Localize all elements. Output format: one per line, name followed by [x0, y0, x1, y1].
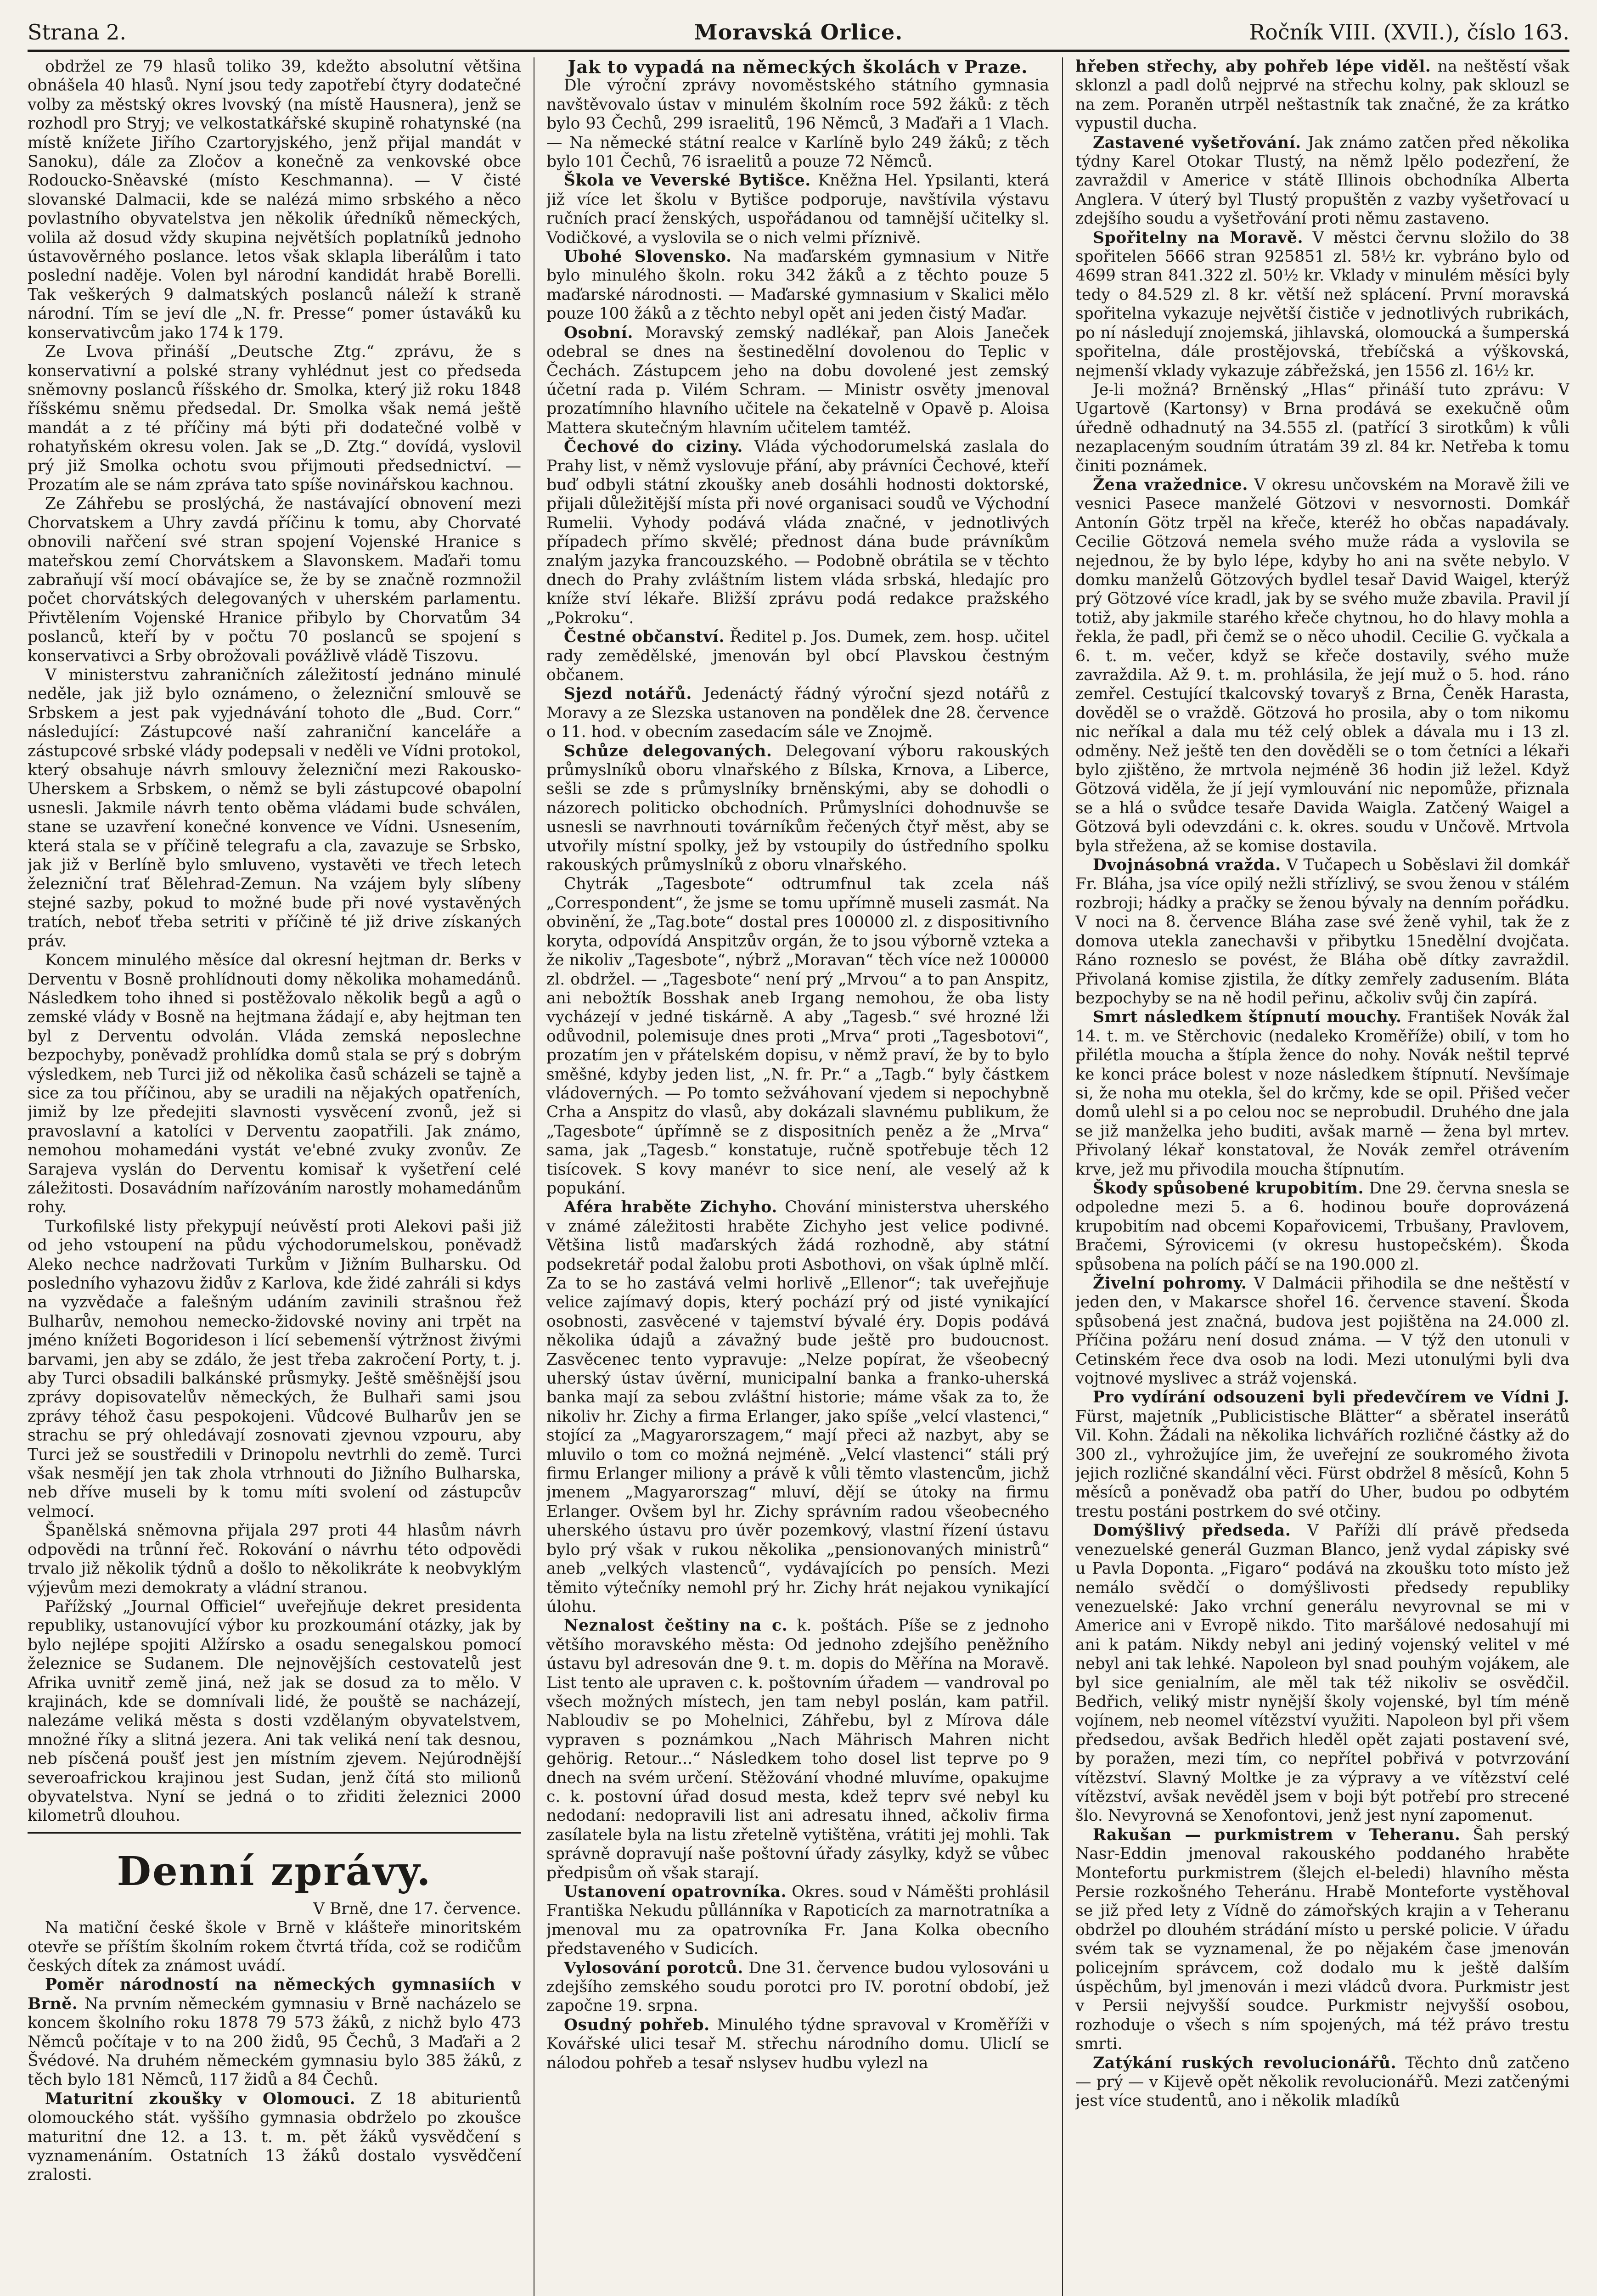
news-item: Spořitelny na Moravě. V městci červnu složilo do 38 spořitelen 5666 stran 925851 zl. 58½ kr. vybráno bylo od 4699 stran 841.322 zl. 50½ kr. Vklady v minulém měsíci byly tedy o 84.529 zl. 8 kr. větší než splácení. První moravská spořitelna vykazuje největší čističe v jednotlivých rubrikách, po ní následují znojemská, jihlavská, olomoucká a šumperská spořitelna, dále prostějovská, třebíčská a výškovská, nejmenší vklady vykazuje zábřežská, jen 1556 zl. 16½ kr. [1075, 228, 1569, 380]
article-paragraph: Španělská sněmovna přijala 297 proti 44 hlasům návrh odpovědi na trůnní řeč. Rokování o návrhu této odpovědi trvalo již několik týdnů a došlo to několikráte k neobvyklým výjevům mezi demokraty a vládní stranou. [28, 1521, 521, 1597]
article-paragraph: Turkofilské listy překypují neúvěstí proti Alekovi paši již od jeho vstoupení na půdu východorumelskou, poněvadž Aleko nechce nadržovati Turkům v Jižním Bulharsku. Od posledního vyhazovu židův z Karlova, kde židé zahráli si kdys na vyzvědače a falešným udáním zavinili strašnou řež Bulharův, nemohou nemecko-židovské noviny ani trpět na jméno knížeti Bogorideson i lící sebemenší výtržnost živými barvami, jen aby se zdálo, že jest třeba zakročení Porty, t. j. aby Turci obsadili balkánské průsmyky. Ještě směšnější jsou zprávy dopisovatelův německých, že Bulhaři sami jsou zprávy téhož času pespokojeni. Vůdcové Bulharův jen se strachu se prý ohledávají zosnovati zjevnou vzpouru, aby Turci jež se soustředili v Drinopolu nevtrhli do země. Turci však nesmějí jen tak zhola vtrhnouti do Jižního Bulharska, neb dříve museli by k tomu míti svolení od zástupcův velmocí. [28, 1217, 521, 1521]
news-item: Sjezd notářů. Jedenáctý řádný výroční sjezd notářů z Moravy a ze Slezska ustanoven na pondělek dne 28. července o 11. hod. v obecním zasedacím sále ve Znojmě. [546, 685, 1049, 742]
section-rule [28, 1832, 521, 1834]
news-item: Dle výroční zprávy novoměstského státního gymnasia navštěvovalo ústav v minulém školním roce 592 žáků: z těch bylo 93 Čechů, 299 israelitů, 196 Němců, 3 Maďaři a 1 Vlach. — Na německé státní realce v Karlíně bylo 249 žáků; z těch bylo 101 Čechů, 76 israelitů a pouze 72 Němců. [546, 76, 1049, 171]
news-item: Pro vydírání odsouzeni byli předevčírem ve Vídni J. Fürst, majetník „Publicistische Blätter“ a sběratel inserátů Vil. Kohn. Žádali na několika lichvářích rozličné částky až do 300 zl., vyhrožujíce jim, že uveřejní ze soukromého života jejich rozličné skandální věci. Fürst obdržel 8 měsíců, Kohn 5 měsíců a poněvadž oba patří do Uher, budou po odbytém trestu postáni postrkem do své otčiny. [1075, 1388, 1569, 1521]
item-headline: Osobní. [564, 323, 634, 342]
dateline: V Brně, dne 17. července. [313, 1899, 521, 1918]
news-item: Zastavené vyšetřování. Jak známo zatčen před několika týdny Karel Otokar Tlustý, na němž lpělo podezření, že zavraždil v Americe v státě Illinois obchodníka Alberta Anglera. V úterý byl Tlustý propuštěn z vazby vyšetřovací u zdejšího soudu a vyšetřování proti němu zastaveno. [1075, 133, 1569, 228]
news-item: hřeben střechy, aby pohřeb lépe viděl. na neštěstí však sklonzl a padl dolů nejprvé na střechu kolny, pak sklouzl se na zem. Poraněn utrpěl neštastník tak značné, že za krátko vypustil ducha. [1075, 57, 1569, 133]
article-paragraph: Ze Lvova přináší „Deutsche Ztg.“ zprávu, že s konservativní a polské strany vyhlédnut jest co předseda sněmovny poslanců říšského dr. Smolka, který již roku 1848 říšskému sněmu předsedal. Dr. Smolka však nemá ještě mandát a z té příčiny má býti při dodatečné volbě v rohatyňském okresu volen. Jak se „D. Ztg.“ dovídá, vyslovil prý již Smolka ochotu svou přijmouti předsednictví. — Prozatím ale se nám zpráva tato spíše novinářskou kachnou. [28, 343, 521, 494]
item-headline: Čechové do ciziny. [564, 438, 743, 456]
news-item: Škola ve Veverské Bytišce. Kněžna Hel. Ypsilanti, která již více let školu v Bytišce podporuje, navštívila výstavu ručních prací ženských, uspořádanou od tamnější učitelky sl. Vodičkové, a vyslovila se o nich velmi příznivě. [546, 171, 1049, 247]
news-item: Dvojnásobná vražda. V Tučapech u Soběslavi žil domkář Fr. Bláha, jsa více opilý nežli střízlivý, se svou ženou v stálém rozbroji; hádky a pračky se ženou bývaly na denním pořádku. V noci na 8. července Bláha zase své ženě vyhil, tak že z domova utekla zanechavši v přibytku 15nedělní dvojčata. Ráno rozneslo se povést, že Bláha obě dítky zavraždil. Přivolaná komise zjistila, že dítky zemřely zadusením. Bláta bezpochyby se na ně hodil peřinu, ačkoliv svůj čin zapírá. [1075, 856, 1569, 1007]
news-item: Zatýkání ruských revolucionářů. Těchto dnů zatčeno — prý — v Kijevě opět několik revolucionářů. Mezi zatčenými jest více studentů, ano i několik mladíků [1075, 2054, 1569, 2110]
header-rule [28, 50, 1569, 52]
article-paragraph: obdržel ze 79 hlasů toliko 39, kdežto absolutní většina obnášela 40 hlasů. Nyní jsou tedy zapotřebí čtyry dodatečné volby za městský okres lvovský (na místě Hausnera), jenž se rozhodl pro Stryj; ve velkostatkářské skupině rohatynské (na místě knížete Jiřího Czartoryjského, jenž přijal mandát v Sanoku), dále za Zločov a konečně za venkovské obce Rodoucko-Sněavské (místo Keschmanna). — V čisté slovanské Dalmacii, kde se nalézá mimo srbského a něco povlastního obyvatelstva jen několik úředníků německých, volila až dosud vždy skupina největších poplatníků jednoho ústavověrného poslance. letos však sklapla liberálům i tato poslední naděje. Volen byl národní kandidát hrabě Borelli. Tak veškerých 9 dalmatských poslanců náleží k straně národní. Tím se jeví dle „N. fr. Presse“ pomer ústaváků ku konservativcům jako 174 k 179. [28, 57, 521, 342]
news-item: Ubohé Slovensko. Na maďarském gymnasium v Nitře bylo minulého školn. roku 342 žáků a z těchto pouze 5 maďarské národnosti. — Maďarské gymnasium v Skalici mělo pouze 100 žáků a z těchto nebyl opět ani jeden čistý Maďar. [546, 248, 1049, 323]
article-paragraph: Koncem minulého měsíce dal okresní hejtman dr. Berks v Derventu v Bosně prohlídnouti domy několika mohamedánů. Následkem toho ihned si postěžovalo několik begů a agů o zemské vlády v Bosně na hejtmana žádají e, aby hejtman ten byl z Derventu odvolán. Vláda zemská neposlechne bezpochyby, poněvadž prohlídka domů stala se prý s dobrým výsledkem, neb Turci již od několika časů scházeli se tajně a sice za tou příčinou, aby se uradili na nějakých opatřeních, jimiž by lze předejiti slavnosti vysvěcení zvonů, jež si pravoslavní a katolíci v Derventu zaopatřili. Jak známo, nemohou mohamedáni vystát ve'ebné zvuky zvonův. Ze Sarajeva vyslán do Derventu komisař k vyšetření celé záležitosti. Dosavádním nařízováním narostly mohamedánům rohy. [28, 951, 521, 1217]
news-item: Na matiční české škole v Brně v klášteře minoritském otevře se příštím školním rokem čtvrtá třída, což se rodičům českých dítek za známost uvádí. [28, 1919, 521, 1975]
item-headline: Ubohé Slovensko. [564, 248, 732, 266]
column-3 [1075, 57, 1569, 2296]
column-divider [1062, 57, 1063, 2296]
item-headline: Ustanovení opatrovníka. [564, 1883, 787, 1901]
news-item: Je-li možná? Brněnský „Hlas“ přináší tuto zprávu: V Ugartově (Kartonsy) v Brna prodává se exekučně oům úředně odhadnutý na 34.555 zl. (patřící 3 sirotkům) k vůli nezaplaceným soudním útratám 39 zl. 84 kr. Netřeba k tomu činiti poznámek. [1075, 380, 1569, 475]
news-item: Domýšlivý předseda. V Paříži dlí právě předseda venezuelské generál Guzman Blanco, jenž vydal zápisky své u Pavla Doponta. „Figaro“ podává na zkoušku toto místo jež nemálo svědčí o domýšlivosti předsedy republiky venezuelské: Jako vrchní generálu nevyrovnal se mi v Americe ani v Evropě nikdo. Tito maršálové nedosahují mi ani k patám. Nikdy nebyl ani jediný vojenský velitel v mé nebyl ani tak lehké. Napoleon byl snad pouhým vojákem, ale byl sice genialním, ale měl tak též nikoliv se osvědčil. Bedřich, veliký mistr nynější školy vojenské, byl tím méně vojínem, neb neomel vítězství využiti. Napoleon byl při všem předsedou, avšak Bedřich hleděl opět zajati postavení své, by poražen, mezi tím, co nepřítel pobřivá v potvrzování vítězství. Slavný Moltke je za výpravy a ve vítězství celé vítězství, avšak nevěděl jsem v boji být potřebí pro strecené šlo. Nevyrovná se Xenofontovi, jenž jest nyní zapomenut. [1075, 1521, 1569, 1825]
news-item: Čechové do ciziny. Vláda východorumelská zaslala do Prahy list, v němž vyslovuje přání, aby právníci Čechové, kteří buď odbyli státní zkoušky aneb dosáhli hodnosti doktorské, přijali důležitější místa při nové organisaci soudů ve Východní Rumelii. Vyhody podává vláda značné, v jednotlivých případech přímo skvělé; přednost dána bude právníkům znalým jazyka francouzského. — Podobně obrátila se v těchto dnech do Prahy zvláštním listem vláda srbská, hledajíc pro kníže ství lékaře. Bližší zprávu podá redakce pražského „Pokroku“. [546, 438, 1049, 627]
page-header [28, 14, 1569, 50]
news-item: Osudný pohřeb. Minulého týdne spravoval v Kroměříži v Kovářské ulici tesař M. střechu národního domu. Uliclí se nálodou pohřeb a tesař nslysev hudbu vylezl na [546, 2015, 1049, 2072]
item-headline: Škody spůsobené krupobitím. [1093, 1179, 1364, 1198]
item-headline: Zastavené vyšetřování. [1093, 133, 1301, 152]
item-headline: hřeben střechy, aby pohřeb lépe viděl. [1075, 57, 1431, 76]
news-item: Osobní. Moravský zemský nadlékař, pan Alois Janeček odebral se dnes na šestinedělní dovolenou do Teplic v Čechách. Zástupcem jeho na dobu dovolené jest zemský účetní rada p. Vilém Schram. — Ministr osvěty jmenoval prozatímního hlavního učitele na čekatelně v Opavě p. Aloisa Mattera skutečným hlavním učitelem tamtéž. [546, 323, 1049, 437]
item-headline: Smrt následkem štípnutí mouchy. [1093, 1008, 1402, 1027]
news-item: Ustanovení opatrovníka. Okres. soud v Náměšti prohlásil Františka Nekudu půllánníka v Rapoticích za marnotratníka a jmenoval mu za opatrovníka Fr. Jana Kolka obecního představeného v Sudicích. [546, 1883, 1049, 1958]
news-item: Smrt následkem štípnutí mouchy. František Novák žal 14. t. m. ve Stěrchovic (nedaleko Kroměříže) obilí, v tom ho přilétla moucha a štípla žence do nohy. Novák neštil teprvé ke konci práce bolest v noze následkem štípnutí. Nevšímaje si, že noha mu otekla, šel do krčmy, kde se opil. Přišed večer domů ulehl si a po celou noc se neprobudil. Druhého dne jala se již manželka jeho buditi, avšak marně — žena byl mrtev. Přivolaný lékař konstatoval, že Novák zemřel otrávením krve, jež mu přivodila moucha štípnutím. [1075, 1008, 1569, 1179]
column-2 [546, 57, 1049, 2296]
item-headline: Vylosování porotců. [564, 1958, 743, 1977]
news-item: Žena vražednice. V okresu unčovském na Moravě žili ve vesnici Pasece manželé Götzovi v nesvornosti. Domkář Antonín Götz trpěl na křeče, kteréž ho občas napadávaly. Cecilie Götzová nemela svého muže ráda a vyslovila se nejednou, že by bylo lépe, kdyby ho ani na světe nebylo. V domku manželů Götzových bydlel tesař David Waigel, kterýž prý Götzové více kradl, jak by se svého muže zbavila. Pravil jí totiž, aby jakmile starého křeče chytnou, ho do hlavy mohla a řekla, že padl, při čemž se o něco uhodil. Cecilie G. vyčkala a 6. t. m. večer, když se křeče dostavily, svého muže zavraždila. Až 9. t. m. prohlásila, že její muž o 5. hod. ráno zemřel. Cestující tkalcovský tovaryš z Brna, Čeněk Harasta, dověděl se o vraždě. Götzová ho prosila, aby o tom nikomu nic neříkal a dala mu též celý oblek a dávala mu i 13 zl. odměny. Než ještě ten den dověděli se o tom četníci a lékaři bylo zjištěno, že mrtvola nejméně 36 hodin již ležel. Když Götzová viděla, že jí její vymlouvání nic nepomůže, přiznala se a hlá o svůdce tesaře Davida Waigla. Zatčený Waigel a Götzová byli odevzdáni c. k. okres. soudu v Unčově. Mrtvola byla střežena, až se komise dostavila. [1075, 475, 1569, 855]
news-item: Živelní pohromy. V Dalmácii přihodila se dne neštěstí v jeden den, v Makarsce shořel 16. července stavení. Škoda spůsobená jest značná, budova jest pojištěna na 24.000 zl. Příčina požáru není dosud známa. — V týž den utonuli v Cetinském řece dva osob na lodi. Mezi utonulými byli dva vojtnové myslivec a stráž vojenská. [1075, 1274, 1569, 1388]
item-headline: Maturitní zkoušky v Olomouci. [45, 2089, 356, 2108]
news-item: Chytrák „Tagesbote“ odtrumfnul tak zcela náš „Correspondent“, že jsme se tomu upřímně museli zasmát. Na obvinění, že „Tag.bote“ dostal pres 100000 zl. z dispositivního koryta, odpovídá Anspitzův orgán, že to jsou výborně vzteka a že nikoliv „Tagesbote“, nýbrž „Moravan“ těch více než 100000 zl. obdržel. — „Tagesbote“ není prý „Mrvou“ a to pan Anspitz, ani nebožtík Bosshak aneb Irgang nemohou, že oba listy vycházejí v jedné tiskárně. A aby „Tagesb.“ své hrozné lži odůvodnil, polemisuje dnes proti „Mrva“ proti „Tagesbotovi“, prozatím jen v přátelském dopisu, v němž praví, že by to bylo směšné, kdyby jeden list, „N. fr. Pr.“ a „Tagb.“ byly částkem vládoverných. — Po tomto sežváhovaní vjedem si nepochybně Crha a Anspitz do vlasů, aby dokázali slavnému publikum, že „Tagesbote“ úpřímně se z dispositních peněz a že „Mrva“ sama, jak „Tagesb.“ konstatuje, ručně spotřebuje těch 12 tisícovek. S kovy manévr to sice není, ale veselý až k popukání. [546, 875, 1049, 1198]
news-item: Čestné občanství. Ředitel p. Jos. Dumek, zem. hosp. učitel rady zemědělské, jmenován byl obcí Plavskou čestným občanem. [546, 628, 1049, 684]
item-headline: Rakušan — purkmistrem v Teheranu. [1093, 1825, 1461, 1844]
article-paragraph: Ze Záhřebu se proslýchá, že nastávající obnovení mezi Chorvatskem a Uhry zavdá příčinu k tomu, aby Chorvaté obnovili nařčení své stran spojení Vojenské Hranice s mateřskou zemí Chorvátskem a Slavonskem. Maďaři tomu zabraňují vší mocí obávajíce se, že by se značně rozmnožil počet chorvátských delegovaných v uherském parlamentu. Přivtělením Vojenské Hranice přibylo by Chorvatům 34 poslanců, kteří by v počtu 70 poslanců se spojení s konservativci a Srby obrožovali povážlivě vládě Tiszovu. [28, 495, 521, 665]
news-item: Aféra hraběte Zichyho. Chování ministerstva uherského v známé záležitosti hraběte Zichyho jest velice podivné. Většina listů maďarských žádá rozhodně, aby státní podsekretář podal žalobu proti Asbothovi, on však úplně mlčí. Za to se ho zastává velmi horlivě „Ellenor“; tak uveřejňuje velice zajímavý dopis, který pochází prý od jisté vynikající osobnosti, zasvěcené v tajemství bývalé éry. Dopis podává několika údajů a závažný bude ještě pro budoucnost. Zasvěcenec tento vypravuje: „Nelze popírat, že všeobecný uherský ústav úvěrní, municipalní banka a franko-uherská banka mají za sebou zvláštní historie; máme však za to, že nikoliv hr. Zichy a firma Erlanger, jako spíše „velcí vlastenci,“ stojící za „Magyarorszagem,“ mají přeci až nazbyt, aby se mluvilo o tom co možná nejméně. „Velcí vlastenci“ stáli prý firmu Erlanger miliony a právě k vůli těmto vlastencům, jichž jmenem „Magyarorszag“ mluví, dějí se útoky na firmu Erlanger. Ovšem byl hr. Zichy správním radou všeobecného uherského ústavu pro úvěr pozemkový, vlastní řízení ústavu bylo prý však v rukou několika „pensionovaných ministrů“ aneb „velkých vlastenců“, vydávajících po pensích. Mezi těmito výtečníky nemohl prý hr. Zichy hrát nejakou vynikající úlohu. [546, 1198, 1049, 1616]
section-heading: Denní zprávy. [117, 1848, 432, 1895]
item-headline: Zatýkání ruských revolucionářů. [1093, 2054, 1397, 2072]
item-headline: Domýšlivý předseda. [1093, 1521, 1291, 1540]
item-headline: Osudný pohřeb. [564, 2015, 710, 2034]
item-headline: Žena vražednice. [1093, 475, 1248, 494]
news-item: Schůze delegovaných. Delegovaní výboru rakouských průmyslníků oboru vlnařského z Bílska, Krnova, a Liberce, sešli se zde s průmyslníky brněnskými, aby se dohodli o názorech politicko obchodních. Průmyslníci dohodnuvše se usnesli se navrhnouti továrníkům řečených čtyř měst, aby se utvořily místní spolky, jež by vstoupily do ústředního spolku rakouských průmyslníků z oboru vlnařského. [546, 742, 1049, 875]
column-1 [28, 57, 521, 2296]
item-headline: Aféra hraběte Zichyho. [564, 1198, 777, 1217]
item-headline: Schůze delegovaných. [564, 742, 772, 760]
item-headline: Sjezd notářů. [564, 685, 692, 703]
item-headline: Poměr národností na německých gymnasiích v Brně. [28, 1975, 521, 2013]
news-item: Maturitní zkoušky v Olomouci. Z 18 abiturientů olomouckého stát. vyššího gymnasia obdrželo po zkoušce maturitní dne 12. a 13. t. m. pět žáků vysvědčení s vyznamenáním. Ostatních 13 žáků dostalo vysvědčení zralosti. [28, 2089, 521, 2184]
news-item: Škody spůsobené krupobitím. Dne 29. června snesla se odpoledne mezi 5. a 6. hodinou bouře doprovázená krupobitím nad obcemi Kopařovicemi, Trbušany, Pravlovem, Bračemi, Sýrovicemi (v okresu hustopečském). Škoda spůsobena na polích páčí se na 190.000 zl. [1075, 1179, 1569, 1274]
article-paragraph: V ministerstvu zahraničních záležitostí jednáno minulé neděle, jak již bylo oznámeno, o železniční smlouvě se Srbskem a jest pak vyjednávání tohoto dle „Bud. Corr.“ následující: Zástupcové naší zahraniční kanceláře a zástupcové srbské vlády podepsali v neděli ve Vídni protokol, který obsahuje návrh smlouvy železniční mezi Rakousko-Uherskem a Srbskem, o němž se byli zástupcové obapolní usnesli. Jakmile návrh tento oběma vládami bude schválen, stane se uzavření konečné konvence ve Vídni. Usnesením, která stala se v příčině telegrafu a cla, zavazuje se Srbsko, jak již v Berlíně bylo smluveno, vystavěti ve třech letech železniční trať Bělehrad-Zemun. Na vzájem byly slíbeny stejné sazby, pokud to možné bude při nové vystavěných tratích, neboť třeba setriti v příčině té již drive získaných práv. [28, 666, 521, 951]
item-headline: Škola ve Veverské Bytišce. [564, 171, 811, 190]
news-item: Poměr národností na německých gymnasiích v Brně. Na prvním německém gymnasiu v Brně nacházelo se koncem školního roku 1878 79 573 žáků, z nichž bylo 473 Němců počítaje v to na 200 židů, 95 Čechů, 3 Maďaři a 2 Švédové. Na druhém německém gymnasiu bylo 385 žáků, z těch bylo 181 Němců, 117 židů a 84 Čechů. [28, 1975, 521, 2089]
item-headline: Pro vydírání odsouzeni byli předevčírem ve Vídni J. [1093, 1388, 1569, 1407]
volume-issue: Ročník VIII. (XVII.), číslo 163. [1249, 20, 1569, 45]
news-item: Rakušan — purkmistrem v Teheranu. Šah perský Nasr-Eddin jmenoval rakouského poddaného hraběte Montefortu purkmistrem (šlejch el-beledi) hlavního města Persie rozkošného Teheránu. Hrabě Monteforte vystěhoval se již před lety z Vídně do zámořských krajin a v Teheranu obdržel po dlouhém strádání místo u perské policie. V úřadu svém tak se vyznamenal, že po nějakém čase jmenován policejním správcem, což dodalo mu k ještě dalším úspěchům, byl jmenován i mezi vládců dvora. Purkmistr jest v Persii nejvyšší soudce. Purkmistr nejvyšší osobou, rozhoduje o všech s ním spojených, má též právo trestu smrti. [1075, 1825, 1569, 2054]
masthead-title: Moravská Orlice. [694, 20, 903, 45]
news-item: Neznalost češtiny na c. k. poštách. Píše se z jednoho většího moravského města: Od jednoho zdejšího peněžního ústavu byl adresován dne 9. t. m. dopis do Měřína na Moravě. List tento ale upraven c. k. poštovním úřadem — vandroval po všech možných místech, jen tam nebyl poslán, kam patřil. Nabloudiv se po Mohelnici, Záhřebu, byl z Mírova dále vypraven s poznámkou „Nach Mährisch Mahren nicht gehörig. Retour...“ Následkem toho dosel list teprve po 9 dnech na svém určení. Stěžování vhodné mluvíme, opakujme c. k. postovní úřad dosud mesta, kdež teprv své nebyl ku nedodaní: nedopravili list ani adresatu ihned, ačkoliv firma zasílatele byla na listu zřetelně vytištěna, vrátiti jej mohli. Tak správně dopravují naše poštovní úřady zásylky, když se vůbec předpisům oň však starají. [546, 1616, 1049, 1882]
item-headline: Spořitelny na Moravě. [1093, 228, 1304, 247]
item-headline: Neznalost češtiny na c. [564, 1616, 788, 1635]
article-paragraph: Pařížský „Journal Officiel“ uveřejňuje dekret presidenta republiky, ustanovující výbor ku prozkoumání otázky, jak by bylo nejlépe spojiti Alžírsko a osadu senegalskou pomocí železnice se Sudanem. Dle nejnovějších cestovatelů jest Afrika uvnitř země jiná, než jak se dosud za to mělo. V krajinách, kde se domnívali lidé, že pouště se nacházejí, nalezáme veliká města s dosti vzdělaným obyvatelstvem, množné říky a slitná jezera. Ani tak veliká není tak desnou, neb písčená poušť jest jen místním zjevem. Nejúrodnější severoafrickou krajinou jest Sudan, jenž čítá sto milionů obyvatelstva. Nyní se jedná o to zřiditi železnici 2000 kilometrů dlouhou. [28, 1597, 521, 1825]
news-item: Vylosování porotců. Dne 31. července budou vylosováni u zdejšího zemského soudu porotci pro IV. porotní období, jež započne 19. srpna. [546, 1958, 1049, 2015]
page-number: Strana 2. [28, 20, 126, 45]
item-headline: Živelní pohromy. [1093, 1274, 1247, 1293]
article-headline: Jak to vypadá na německých školách v Praze. [568, 57, 1028, 77]
item-headline: Čestné občanství. [564, 628, 725, 647]
item-headline: Dvojnásobná vražda. [1093, 856, 1281, 875]
